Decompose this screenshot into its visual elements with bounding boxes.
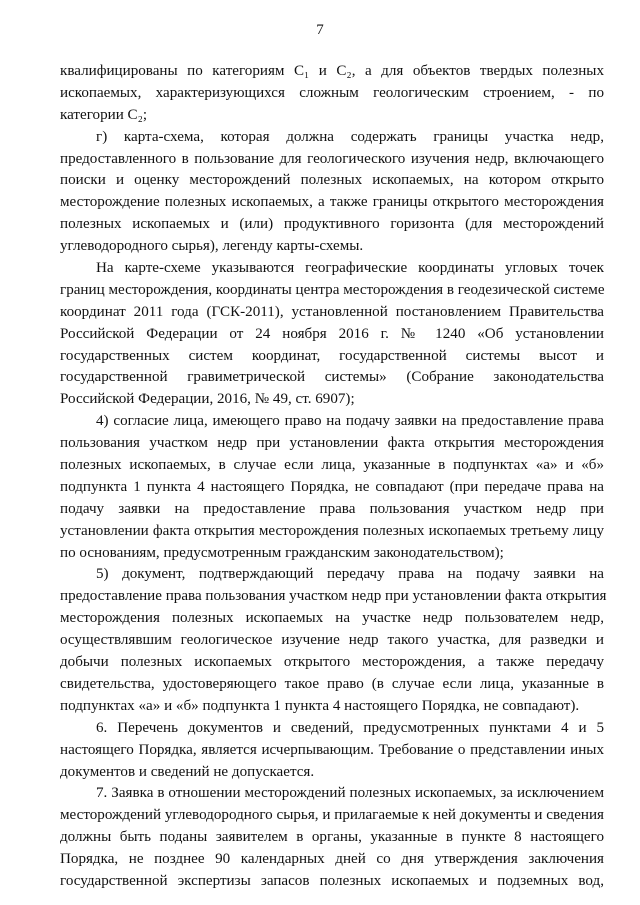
text-line: Порядка, не позднее 90 календарных дней со дня утверждения заключения <box>60 851 604 868</box>
text-line: 5) документ, подтверждающий передачу права на подачу заявки на <box>96 566 604 583</box>
text-line: 7. Заявка в отношении месторождений полезных ископаемых, за исключением <box>96 785 604 802</box>
text-line: полезных ископаемых и (или) продуктивного горизонта (для месторождений <box>60 216 604 233</box>
document-body <box>60 61 607 893</box>
text-line: документов и сведений не допускается. <box>60 763 315 780</box>
text-line: поиски и оценку месторождений полезных ископаемых, на котором открыто <box>60 172 604 189</box>
text-line: подачу заявки на предоставление права пользования участком недр при <box>60 500 604 517</box>
text-line: 4) согласие лица, имеющего право на подачу заявки на предоставление права <box>96 413 604 430</box>
text-line: Российской Федерации от 24 ноября 2016 г. № 1240 «Об установлении <box>60 325 604 342</box>
page-number: 7 <box>316 22 324 38</box>
text-line: предоставленного в пользование для геологического изучения недр, включающего <box>60 150 604 167</box>
text-line: подпунктах «а» и «б» подпункта 1 пункта 4 настоящего Порядка, не совпадают). <box>60 697 580 714</box>
text-line: свидетельства, удостоверяющего такое право (в случае если лица, указанные в <box>60 675 604 692</box>
text-line: государственных систем координат, государственной системы высот и <box>60 347 604 364</box>
text-line: Российской Федерации, 2016, № 49, ст. 6907); <box>60 391 355 408</box>
text-line: осуществлявшим геологическое изучение недр такого участка, для разведки и <box>60 632 604 649</box>
text-line: г) карта-схема, которая должна содержать границы участка недр, <box>96 128 604 145</box>
text-line: должны быть поданы заявителем в органы, указанные в пункте 8 настоящего <box>60 829 604 846</box>
text-line: квалифицированы по категориям C₁ и C₂, а для объектов твердых полезных <box>60 63 604 79</box>
text-line: границ месторождения, координаты центра месторождения в геодезической системе <box>60 281 605 298</box>
text-line: 6. Перечень документов и сведений, предусмотренных пунктами 4 и 5 <box>96 719 604 736</box>
text-line: установлении факта открытия месторождения полезных ископаемых третьему лицу <box>60 522 604 539</box>
text-line: настоящего Порядка, является исчерпывающим. Требование о представлении иных <box>60 741 604 758</box>
text-line: категории C₂; <box>60 106 148 123</box>
text-line: На карте-схеме указываются географические координаты угловых точек <box>96 260 604 277</box>
text-line: месторождение полезных ископаемых, а также границы открытого месторождения <box>60 194 604 211</box>
text-line: месторождения полезных ископаемых на участке недр пользователем недр, <box>60 610 604 627</box>
text-line: месторождений углеводородного сырья, и прилагаемые к ней документы и сведения <box>60 807 604 824</box>
text-line: по основаниям, предусмотренным гражданским законодательством); <box>60 544 504 561</box>
text-line: пользования участком недр при установлении факта открытия месторождения <box>60 435 604 452</box>
text-line: полезных ископаемых, в случае если лица, указанные в подпунктах «а» и «б» <box>60 457 604 474</box>
text-line: государственной гравиметрической системы» (Собрание законодательства <box>60 369 604 386</box>
text-line: координат 2011 года (ГСК-2011), установленной постановлением Правительства <box>60 303 604 320</box>
text-line: углеводородного сырья), легенду карты-схемы. <box>60 238 364 255</box>
text-line: предоставление права пользования участком недр при установлении факта открытия <box>60 588 607 605</box>
text-line: добычи полезных ископаемых открытого месторождения, а также передачу <box>60 654 604 671</box>
text-line: подпункта 1 пункта 4 настоящего Порядка, не совпадают (при передаче права на <box>60 478 604 495</box>
text-line: ископаемых, характеризующихся сложным геологическим строением, - по <box>60 84 604 101</box>
text-line: государственной экспертизы запасов полезных ископаемых и подземных вод, <box>60 872 604 889</box>
